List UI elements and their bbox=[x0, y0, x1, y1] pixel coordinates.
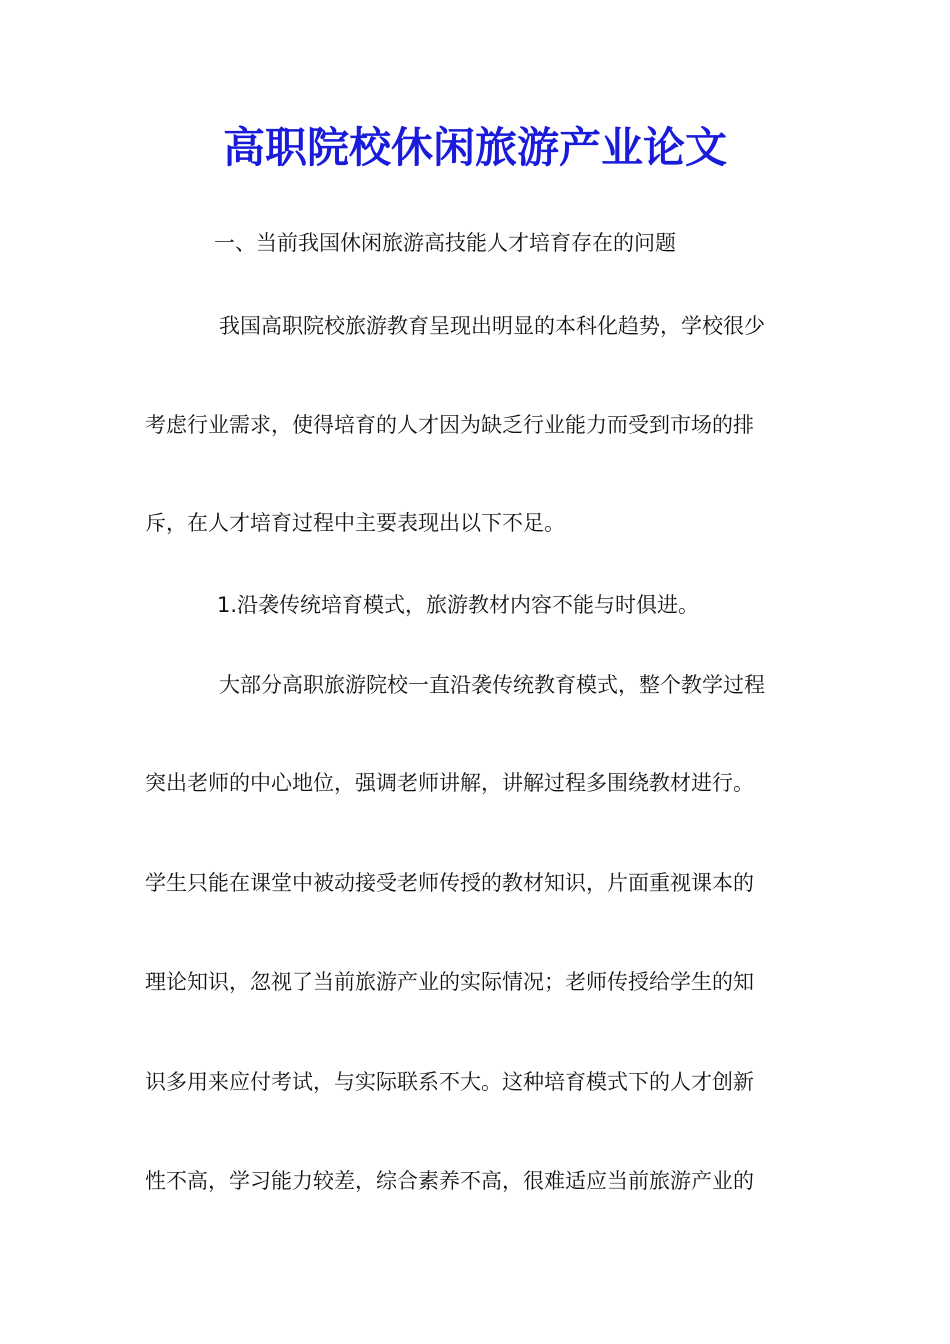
paragraph-line: 理论知识，忽视了当前旅游产业的实际情况；老师传授给学生的知 bbox=[145, 970, 754, 994]
section-heading: 一、当前我国休闲旅游高技能人才培育存在的问题 bbox=[214, 231, 676, 255]
document-title: 高职院校休闲旅游产业论文 bbox=[222, 123, 727, 172]
paragraph-line: 突出老师的中心地位，强调老师讲解，讲解过程多围绕教材进行。 bbox=[145, 771, 754, 795]
paragraph-line: 学生只能在课堂中被动接受老师传授的教材知识，片面重视课本的 bbox=[145, 871, 754, 895]
paragraph-line: 我国高职院校旅游教育呈现出明显的本科化趋势，学校很少 bbox=[219, 314, 765, 338]
paragraph-line: 大部分高职旅游院校一直沿袭传统教育模式，整个教学过程 bbox=[219, 673, 765, 697]
paragraph-line: 识多用来应付考试，与实际联系不大。这种培育模式下的人才创新 bbox=[145, 1070, 754, 1094]
paragraph-line: 性不高，学习能力较差，综合素养不高，很难适应当前旅游产业的 bbox=[145, 1169, 754, 1193]
paragraph-line: 斥，在人才培育过程中主要表现出以下不足。 bbox=[145, 511, 565, 535]
subheading: 1.沿袭传统培育模式，旅游教材内容不能与时俱进。 bbox=[217, 593, 700, 617]
paragraph-line: 考虑行业需求，使得培育的人才因为缺乏行业能力而受到市场的排 bbox=[145, 413, 754, 437]
